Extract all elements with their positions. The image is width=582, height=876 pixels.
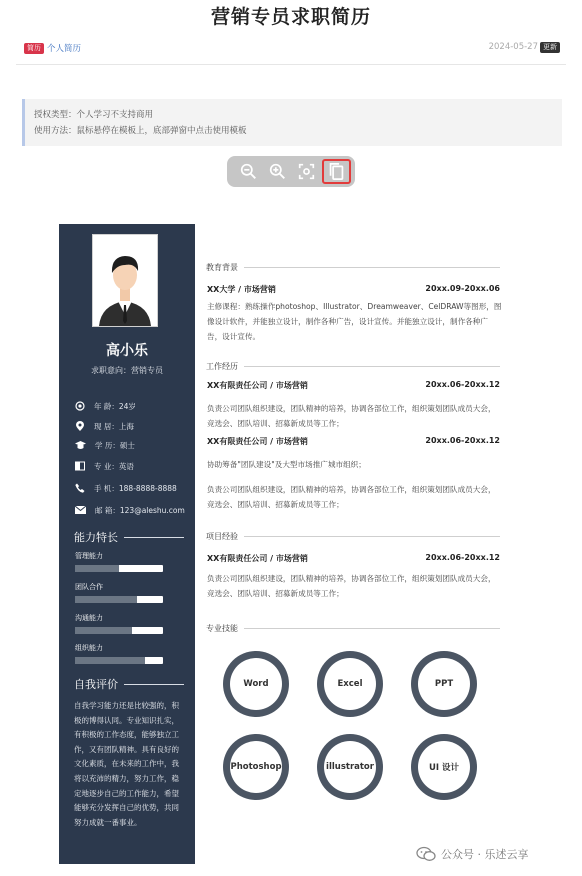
skill-circle [411,734,477,800]
info-education [75,438,190,452]
info-phone-text: 手 机：188-8888-8888 [94,483,177,493]
skill-label: Word [230,658,282,710]
education-heading [206,260,500,274]
ability-label: 组织能力 [75,644,103,652]
avatar [92,234,158,327]
candidate-name: 高小乐 [106,343,148,359]
book-icon [75,461,85,471]
category-tag[interactable]: 简历 [24,43,44,54]
ability-bar [75,657,163,664]
project-desc: 负责公司团队组织建设，团队精神的培养，协调各部位工作，组织策划团队成员大会，竞选会、团队培训、招募新成员等工作； [207,574,496,598]
self-eval-heading [74,677,184,691]
zoom-out-button[interactable] [235,159,261,184]
work-entry [207,436,500,448]
ability-bar-fill [75,657,145,664]
work-heading [206,359,500,373]
ability-bar-fill [75,596,137,603]
work-desc: 负责公司团队组织建设，团队精神的培养，协调各部位工作，组织策划团队成员大会，竞选会、团队培训、招募新成员等工作； [207,485,496,509]
work-title: 工作经历 [206,361,238,371]
skill-label: illustrator [324,741,376,793]
copy-button[interactable] [322,159,351,184]
info-major [75,459,190,473]
skill-circle [223,734,289,800]
watermark [416,844,576,864]
skill-circle [223,651,289,717]
work-org: XX有限责任公司 / 市场营销 [207,437,308,446]
education-entry [207,284,500,296]
fit-screen-icon [298,163,315,180]
meta-row [24,42,560,60]
education-date: 20xx.09-20xx.06 [425,284,500,293]
ability-bar [75,627,163,634]
zoom-out-icon [240,163,257,180]
self-eval-text: 自我学习能力还是比较强的，积极的博得认同。专业知识扎实，有积极的工作态度，能够独立工作，又有团队精神。具有良好的文化素质，在未来的工作中，我将以充沛的精力，努力工作，稳定地逐步自己的工作能力，希望能够充分发挥自己的优势，共同努力成就一番事业。 [74,701,179,827]
self-eval-title: 自我评价 [74,678,118,691]
skill-label: Excel [324,658,376,710]
fit-screen-button[interactable] [293,159,319,184]
skill-label: Photoshop [230,741,282,793]
ability-label: 团队合作 [75,583,103,591]
info-email-text: 邮 箱：123@aleshu.com [95,505,185,515]
zoom-in-icon [269,163,286,180]
skills-heading [206,621,500,635]
skills-title: 专业技能 [206,623,238,633]
mail-icon [75,506,86,514]
abilities-heading [74,530,184,544]
info-education-text: 学 历：硕士 [95,440,135,450]
education-org: XX大学 / 市场营销 [207,285,276,294]
info-major-text: 专 业：英语 [94,461,134,471]
divider [16,64,566,65]
license-box [22,99,562,146]
zoom-in-button[interactable] [264,159,290,184]
skill-circle [317,651,383,717]
job-intent: 求职意向：营销专员 [91,366,163,375]
category-link[interactable]: 个人简历 [47,44,82,54]
ability-bar [75,565,163,572]
copy-icon [328,162,345,181]
update-badge: 更新 [540,42,560,53]
usage-method: 使用方法：鼠标悬停在模板上，底部弹窗中点击使用模板 [34,126,247,136]
page-title: 营销专员求职简历 [210,6,371,28]
work-desc: 负责公司团队组织建设，团队精神的培养，协调各部位工作，组织策划团队成员大会，竞选会、团队培训、招募新成员等工作； [207,404,496,428]
watermark-text: 公众号 · 乐述云享 [441,848,529,861]
preview-toolbar [227,156,355,187]
ability-label: 沟通能力 [75,614,103,622]
ability-label: 管理能力 [75,552,103,560]
info-age-text: 年 龄：24岁 [94,401,136,411]
work-date: 20xx.06-20xx.12 [425,380,500,389]
project-org: XX有限责任公司 / 市场营销 [207,554,308,563]
education-title: 教育背景 [206,262,238,272]
education-desc: 主修课程：熟练操作photoshop、Illustrator、Dreamweaver、CelDRAW等图形，图像设计软件，并能独立设计，制作各种广告，设计宣传。并能独立设计，制作各种广告，设计宣传。 [207,302,502,341]
project-heading [206,529,500,543]
info-phone [75,481,190,495]
info-location-text: 现 居：上海 [94,421,134,431]
education-icon [75,440,86,450]
project-date: 20xx.06-20xx.12 [425,553,500,562]
license-type: 授权类型：个人学习不支持商用 [34,110,154,120]
work-date: 20xx.06-20xx.12 [425,436,500,445]
skill-label: UI 设计 [418,741,470,793]
work-org: XX有限责任公司 / 市场营销 [207,381,308,390]
post-date: 2024-05-27 [488,42,538,52]
skill-circle [317,734,383,800]
info-email [75,503,190,517]
location-icon [75,421,85,432]
ability-bar-fill [75,565,119,572]
work-entry [207,380,500,392]
skill-label: PPT [418,658,470,710]
ability-bar [75,596,163,603]
info-location [75,419,190,433]
project-entry [207,553,500,565]
wechat-icon [416,846,436,862]
abilities-title: 能力特长 [74,531,118,544]
age-icon [75,401,85,411]
project-title: 项目经验 [206,531,238,541]
skill-circle [411,651,477,717]
work-desc: 协助筹备"团队建设"及大型市场推广城市组织； [207,460,366,469]
info-age [75,399,190,413]
phone-icon [75,483,85,493]
ability-bar-fill [75,627,132,634]
